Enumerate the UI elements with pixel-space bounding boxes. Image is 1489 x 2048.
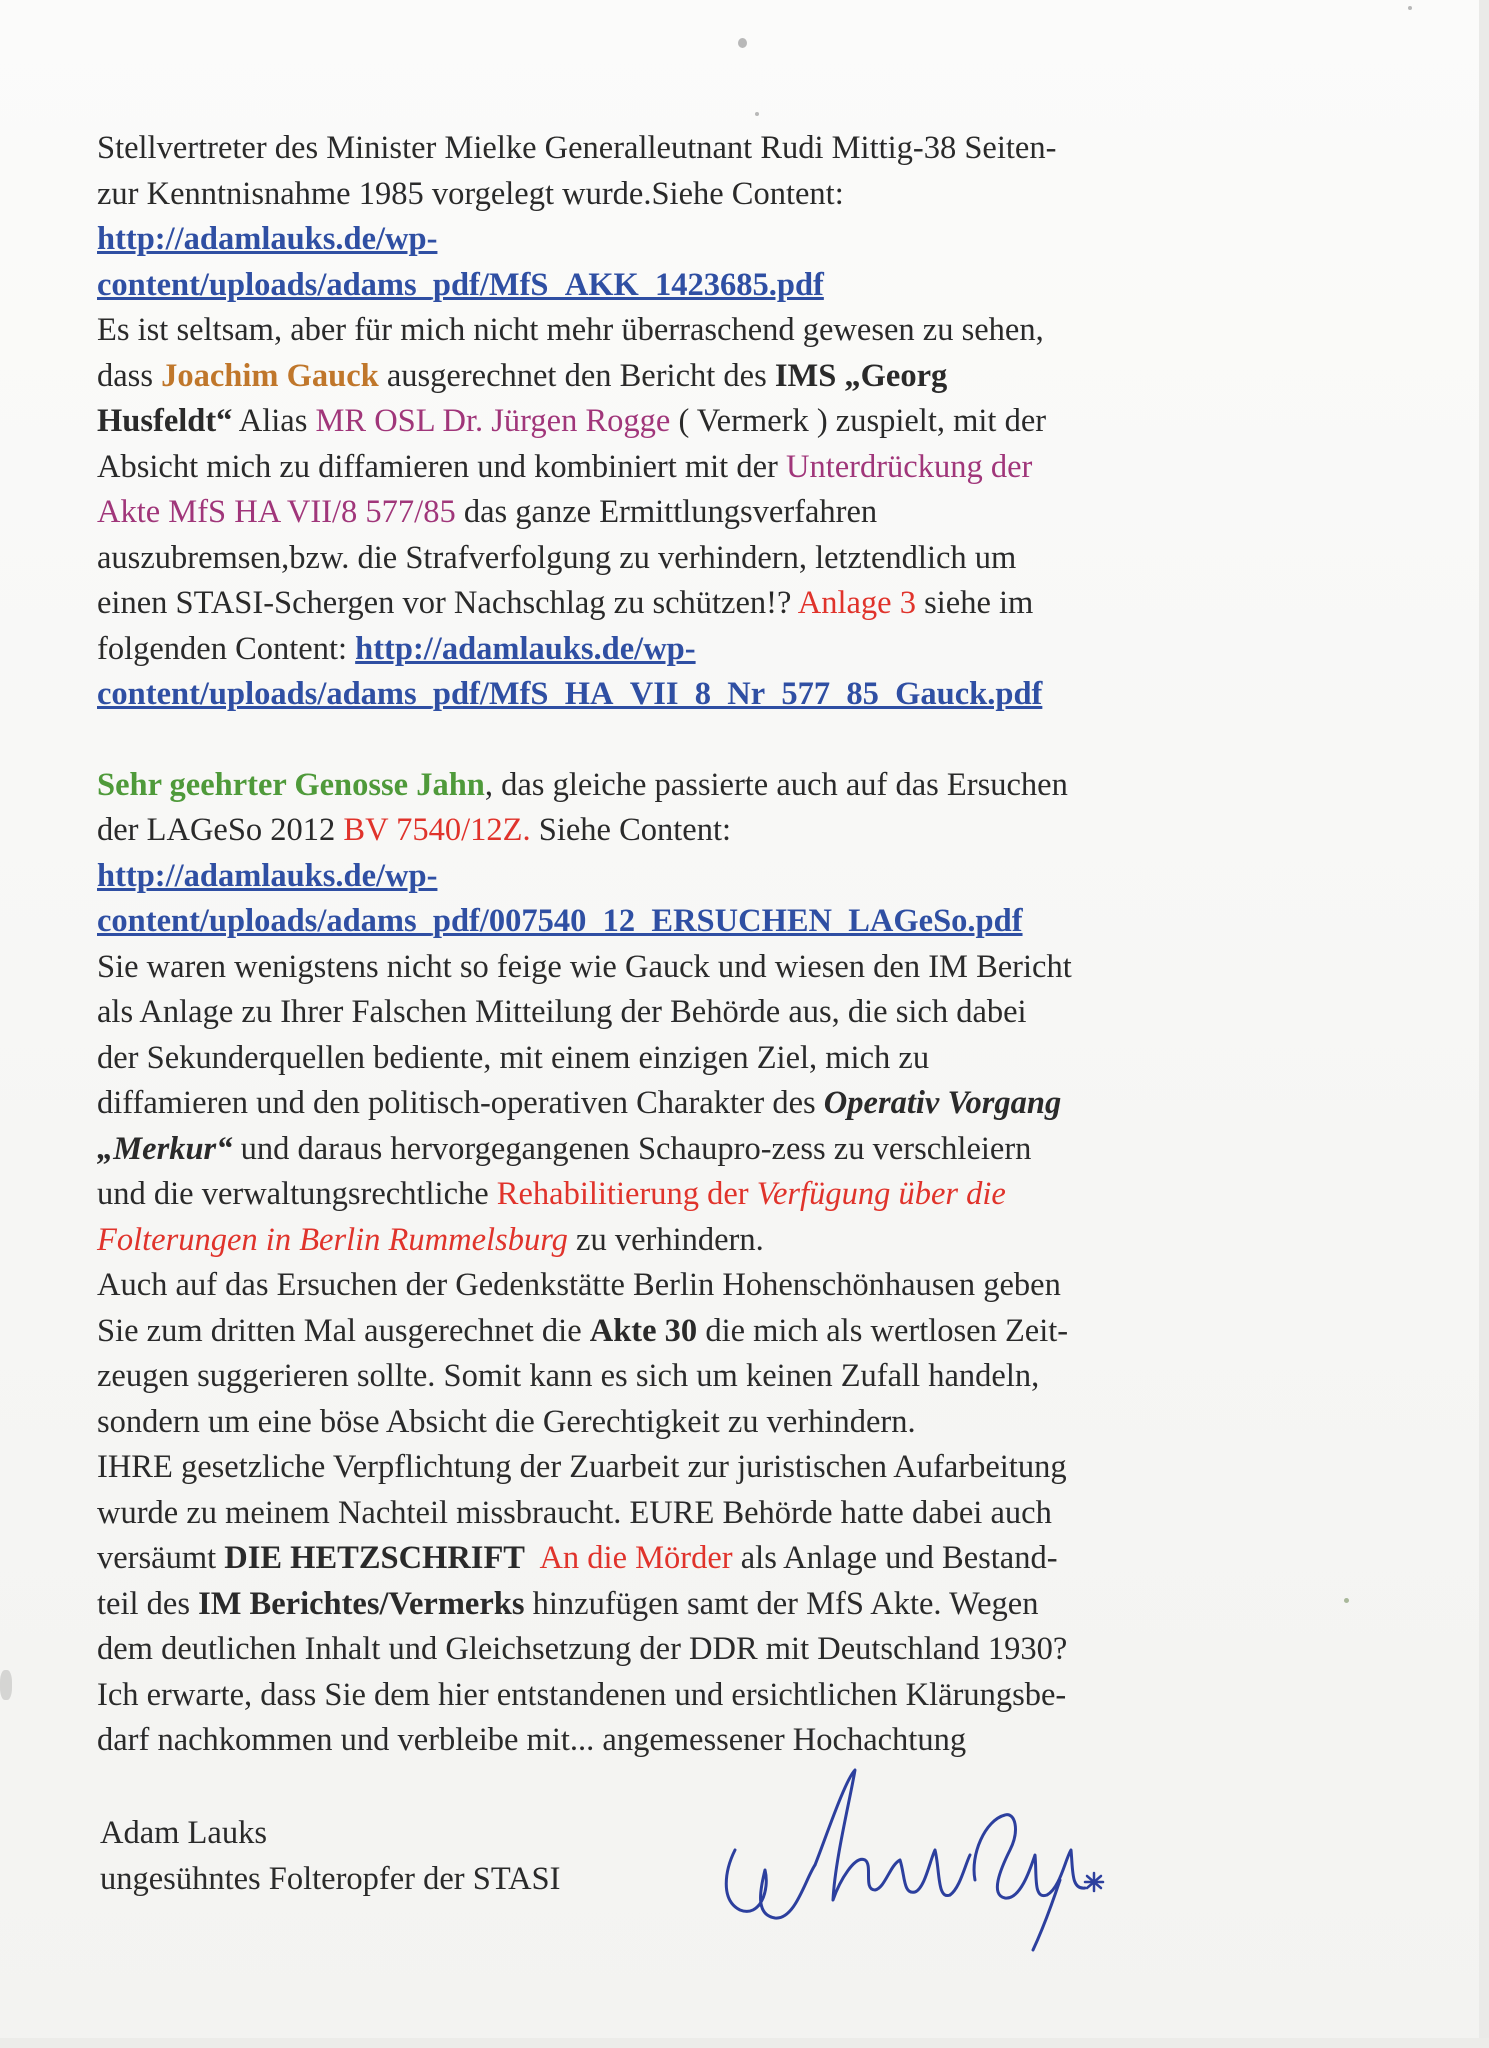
highlight-bv: BV 7540/12Z.: [343, 812, 531, 848]
letter-body: [97, 126, 1337, 1764]
text: zu verhindern.: [567, 1221, 764, 1258]
highlight-hetzschrift: DIE HETZSCHRIFT: [224, 1540, 525, 1576]
text: Alias: [232, 403, 316, 439]
highlight-akte-30: Akte 30: [589, 1312, 698, 1349]
text: und die verwaltungsrechtliche: [97, 1176, 497, 1212]
text: Auch auf das Ersuchen der Gedenkstätte Berlin Hohenschönhausen geben: [97, 1267, 1061, 1303]
text: einen STASI-Schergen vor Nachschlag zu schützen!?: [97, 585, 798, 621]
author-name: Adam Lauks: [100, 1815, 267, 1851]
text: teil des: [97, 1585, 199, 1622]
paragraph-gap: [97, 718, 1337, 763]
text: Stellvertreter des Minister Mielke Generalleutnant Rudi Mittig-38 Seiten-: [97, 130, 1057, 166]
text: darf nachkommen und verbleibe mit... angemessener Hochachtung: [97, 1722, 967, 1758]
link-mfs-akk[interactable]: http://adamlauks.de/wp- content/uploads/adams_pdf/MfS_AKK_1423685.pdf: [97, 221, 824, 303]
greeting: Sehr geehrter Genosse Jahn: [97, 766, 485, 803]
text: diffamieren und den politisch-operativen Charakter des: [97, 1085, 824, 1121]
text: ausgerechnet den Bericht des: [378, 357, 775, 394]
highlight-verfuegung: Verfügung über die: [756, 1176, 1006, 1212]
name-gauck: Joachim Gauck: [161, 357, 379, 394]
signoff: [100, 1810, 560, 1902]
scan-speck: [0, 1670, 12, 1700]
text: als Anlage und Bestand-: [732, 1540, 1058, 1576]
scan-speck: [1344, 1598, 1349, 1603]
text: wurde zu meinem Nachteil missbraucht. EURE Behörde hatte dabei auch: [97, 1494, 1052, 1531]
text: [525, 1540, 539, 1576]
text: das ganze Ermittlungsverfahren: [455, 494, 878, 530]
scan-edge-right: [1479, 0, 1489, 2048]
text: dass: [97, 357, 162, 394]
highlight-unterdrueckung: Unterdrückung der: [785, 448, 1033, 485]
highlight-merkur: „Merkur“: [97, 1130, 233, 1167]
text: dem deutlichen Inhalt und Gleichsetzung der DDR mit Deutschland 1930?: [97, 1631, 1068, 1667]
text: folgenden Content:: [97, 630, 356, 667]
text: Sie zum dritten Mal ausgerechnet die: [97, 1312, 590, 1349]
text: ( Vermerk ) zuspielt, mit der: [670, 403, 1047, 439]
scan-speck: [738, 38, 747, 48]
text: Siehe Content:: [530, 812, 732, 848]
highlight-anlage-3: Anlage 3: [797, 585, 916, 621]
text: und daraus hervorgegangenen Schaupro-zess zu verschleiern: [232, 1130, 1032, 1167]
link-lageso-pdf[interactable]: http://adamlauks.de/wp- content/uploads/adams_pdf/007540_12_ERSUCHEN_LAGeSo.pdf: [97, 857, 1023, 939]
scan-speck: [755, 112, 759, 116]
text: sondern um eine böse Absicht die Gerechtigkeit zu verhindern.: [97, 1403, 916, 1440]
link-gauck-pdf[interactable]: http://adamlauks.de/wp- content/uploads/adams_pdf/MfS_HA_VII_8_Nr_577_85_Gauck.pdf: [97, 630, 1043, 712]
scan-edge-bottom: [0, 2038, 1489, 2048]
highlight-im-bericht: IM Berichtes/Vermerks: [198, 1585, 525, 1622]
ims-name-cont: Husfeldt“: [97, 403, 233, 439]
paragraph-1: [97, 126, 1337, 718]
text: der LAGeSo 2012: [97, 812, 344, 848]
text: siehe im: [915, 585, 1034, 621]
paragraph-2: [97, 763, 1337, 1764]
author-role: ungesühntes Folteropfer der STASI: [100, 1861, 561, 1897]
text: auszubremsen,bzw. die Strafverfolgung zu verhindern, letztendlich um: [97, 539, 1017, 576]
text: als Anlage zu Ihrer Falschen Mitteilung der Behörde aus, die sich dabei: [97, 994, 1027, 1030]
text: Ich erwarte, dass Sie dem hier entstandenen und ersichtlichen Klärungsbe-: [97, 1676, 1067, 1713]
text: Sie waren wenigstens nicht so feige wie Gauck und wiesen den IM Bericht: [97, 948, 1072, 985]
text: zur Kenntnisnahme 1985 vorgelegt wurde.Siehe Content:: [97, 175, 844, 212]
text: Absicht mich zu diffamieren und kombiniert mit der: [97, 448, 786, 485]
text: der Sekunderquellen bediente, mit einem einzigen Ziel, mich zu: [97, 1039, 930, 1076]
ims-name: IMS „Georg: [774, 357, 948, 394]
highlight-folterungen: Folterungen in Berlin Rummelsburg: [97, 1221, 568, 1258]
text: zeugen suggerieren sollte. Somit kann es sich um keinen Zufall handeln,: [97, 1358, 1040, 1394]
highlight-operativ-vorgang: Operativ Vorgang: [823, 1085, 1062, 1121]
text: , das gleiche passierte auch auf das Ersuchen: [484, 766, 1068, 803]
scan-speck: [1408, 6, 1412, 10]
handwritten-signature: [715, 1760, 1135, 1960]
name-rogge: MR OSL Dr. Jürgen Rogge: [315, 403, 671, 439]
highlight-akte: Akte MfS HA VII/8 577/85: [97, 494, 456, 530]
text: hinzufügen samt der MfS Akte. Wegen: [524, 1585, 1039, 1622]
text: IHRE gesetzliche Verpflichtung der Zuarbeit zur juristischen Aufarbeitung: [97, 1449, 1067, 1485]
text: Es ist seltsam, aber für mich nicht mehr überraschend gewesen zu sehen,: [97, 312, 1044, 348]
highlight-rehabilitierung: Rehabilitierung der: [496, 1176, 757, 1212]
highlight-moerder: An die Mörder: [539, 1540, 733, 1576]
text: versäumt: [97, 1540, 225, 1576]
text: die mich als wertlosen Zeit-: [697, 1312, 1069, 1349]
